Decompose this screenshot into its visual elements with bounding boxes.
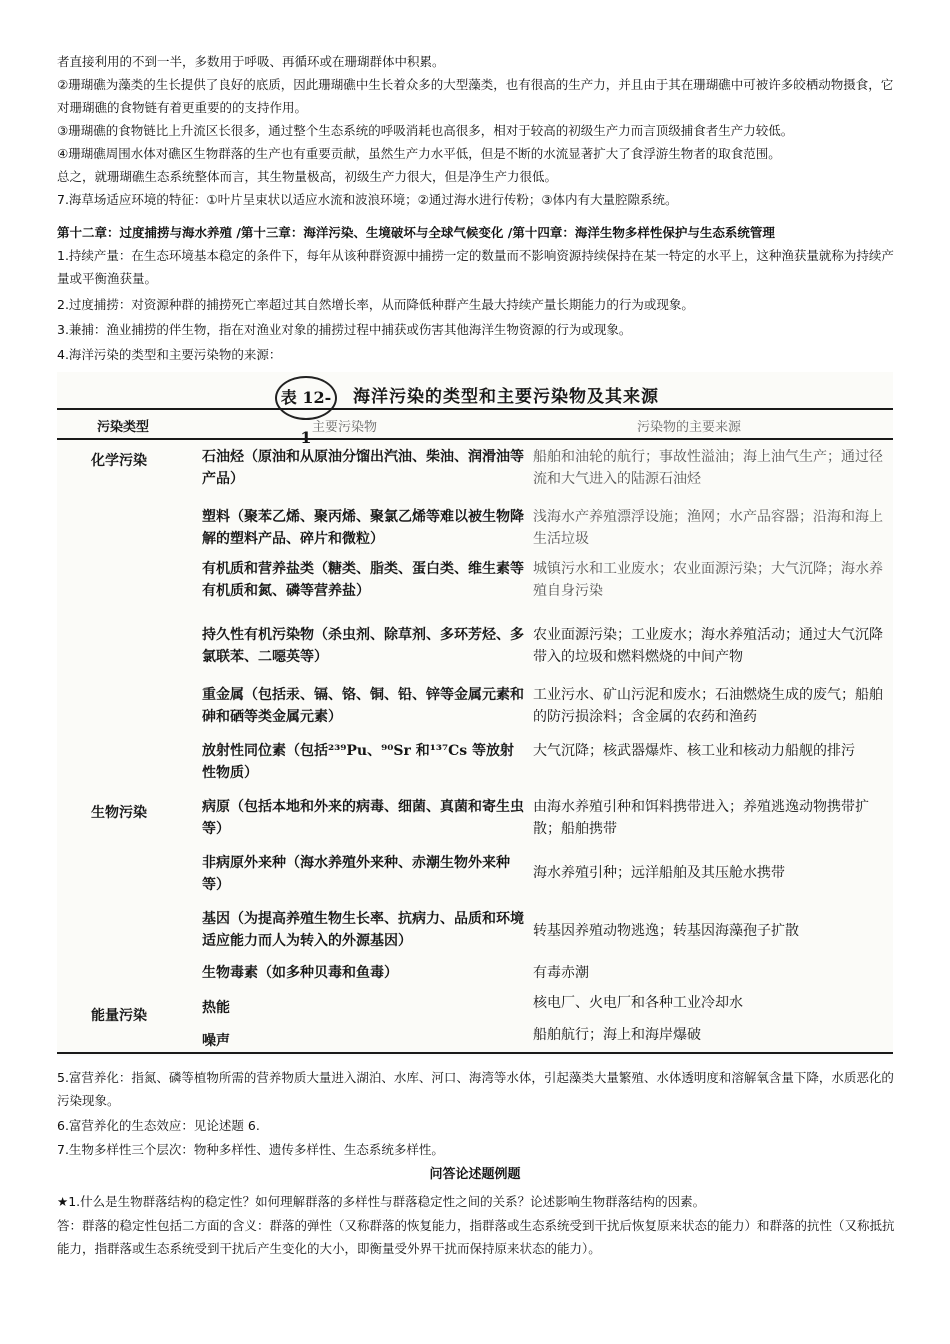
table-row-source: 大气沉降；核武器爆炸、核工业和核动力船舰的排污 <box>533 743 855 759</box>
paragraph: 2.过度捕捞：对资源种群的捕捞死亡率超过其自然增长率，从而降低种群产生最大持续产量长期能力的行为或现象。 <box>57 297 694 312</box>
table-caption: 海洋污染的类型和主要污染物及其来源 <box>353 387 659 407</box>
table-row-pollutant: 热能 <box>202 1000 230 1016</box>
pollution-table-image <box>57 372 893 1056</box>
table-row-pollutant: 放射性同位素（包括²³⁹Pu、⁹⁰Sr 和¹³⁷Cs 等放射性物质） <box>202 743 515 781</box>
table-row-pollutant: 生物毒素（如多种贝毒和鱼毒） <box>202 965 398 981</box>
category-chemical: 化学污染 <box>91 453 147 469</box>
table-bottom-rule <box>57 1052 893 1054</box>
paragraph: 6.富营养化的生态效应：见论述题 6. <box>57 1118 260 1133</box>
paragraph: 5.富营养化：指氮、磷等植物所需的营养物质大量进入湖泊、水库、河口、海湾等水体，引起藻类大量繁殖、水体透明度和溶解氧含量下降，水质恶化的污染现象。 <box>57 1070 894 1108</box>
scan-noise <box>57 432 91 1052</box>
section-title: 问答论述题例题 <box>429 1167 521 1182</box>
table-row-source: 浅海水产养殖漂浮设施；渔网；水产品容器；沿海和海上生活垃圾 <box>533 509 883 547</box>
table-row-pollutant: 持久性有机污染物（杀虫剂、除草剂、多环芳烃、多氯联苯、二噁英等） <box>202 627 524 665</box>
table-top-rule <box>57 408 893 410</box>
table-row-pollutant: 有机质和营养盐类（糖类、脂类、蛋白类、维生素等有机质和氮、磷等营养盐） <box>202 561 524 599</box>
table-row-pollutant: 石油烃（原油和从原油分馏出汽油、柴油、润滑油等产品） <box>202 449 524 487</box>
paragraph: 1.持续产量：在生态环境基本稳定的条件下，每年从该种群资源中捕捞一定的数量而不影响资源持续保持在某一特定的水平上，这种渔获量就称为持续产量或平衡渔获量。 <box>57 248 894 286</box>
table-row-pollutant: 基因（为提高养殖生物生长率、抗病力、品质和环境适应能力而人为转入的外源基因） <box>202 911 524 949</box>
paragraph: ④珊瑚礁周围水体对礁区生物群落的生产也有重要贡献，虽然生产力水平低，但是不断的水流显著扩大了食浮游生物者的取食范围。 <box>57 146 781 161</box>
table-row-pollutant: 重金属（包括汞、镉、铬、铜、铅、锌等金属元素和砷和硒等类金属元素） <box>202 687 524 725</box>
paragraph: 7.生物多样性三个层次：物种多样性、遗传多样性、生态系统多样性。 <box>57 1142 444 1157</box>
table-header-rule <box>57 438 893 440</box>
table-header-type: 污染类型 <box>97 420 150 435</box>
table-row-source: 船舶航行；海上和海岸爆破 <box>533 1027 701 1043</box>
category-biological: 生物污染 <box>91 805 147 821</box>
table-row-pollutant: 非病原外来种（海水养殖外来种、赤潮生物外来种等） <box>202 855 510 893</box>
answer-text: 答：群落的稳定性包括二方面的含义：群落的弹性（又称群落的恢复能力，指群落或生态系统受到干扰后恢复原来状态的能力）和群落的抗性（又称抵抗能力，指群落或生态系统受到干扰后产生变化的大小，即衡量受外界干扰而保持原来状态的能力）。 <box>57 1218 895 1256</box>
table-badge: 表 12- <box>275 376 337 420</box>
paragraph: ②珊瑚礁为藻类的生长提供了良好的底质，因此珊瑚礁中生长着众多的大型藻类，也有很高的生产力，并且由于其在珊瑚礁中可被许多皎栖动物摄食，它对珊瑚礁的食物链有着更重要的的支持作用。 <box>57 77 894 115</box>
chapter-heading: 第十二章：过度捕捞与海水养殖 /第十三章：海洋污染、生境破坏与全球气候变化 /第十四章：海洋生物多样性保护与生态系统管理 <box>57 225 775 240</box>
paragraph: 3.兼捕：渔业捕捞的伴生物，指在对渔业对象的捕捞过程中捕获或伤害其他海洋生物资源的行为或现象。 <box>57 322 632 337</box>
table-row-pollutant: 病原（包括本地和外来的病毒、细菌、真菌和寄生虫等） <box>202 799 524 837</box>
table-row-pollutant: 噪声 <box>202 1033 230 1049</box>
table-row-source: 转基因养殖动物逃逸；转基因海藻孢子扩散 <box>533 923 799 939</box>
table-row-source: 有毒赤潮 <box>533 965 589 981</box>
table-row-source: 城镇污水和工业废水；农业面源污染；大气沉降；海水养殖自身污染 <box>533 561 883 599</box>
paragraph: 4.海洋污染的类型和主要污染物的来源： <box>57 347 282 362</box>
paragraph: 者直接利用的不到一半，多数用于呼吸、再循环或在珊瑚群体中积累。 <box>57 54 445 69</box>
table-row-source: 海水养殖引种；远洋船舶及其压舱水携带 <box>533 865 785 881</box>
table-row-source: 核电厂、火电厂和各种工业冷却水 <box>533 995 743 1011</box>
paragraph: 总之，就珊瑚礁生态系统整体而言，其生物量极高，初级生产力很大，但是净生产力很低。 <box>57 169 558 184</box>
table-row-source: 船舶和油轮的航行；事故性溢油；海上油气生产；通过径流和大气进入的陆源石油烃 <box>533 449 883 487</box>
table-header-source: 污染物的主要来源 <box>637 420 742 435</box>
paragraph: ③珊瑚礁的食物链比上升流区长很多，通过整个生态系统的呼吸消耗也高很多，相对于较高的初级生产力而言顶级捕食者生产力较低。 <box>57 123 794 138</box>
paragraph: 7.海草场适应环境的特征：①叶片呈束状以适应水流和波浪环境；②通过海水进行传粉；③体内有大量腔隙系统。 <box>57 192 678 207</box>
table-row-source: 工业污水、矿山污泥和废水；石油燃烧生成的废气；船舶的防污损涂料；含金属的农药和渔药 <box>533 687 883 725</box>
table-row-pollutant: 塑料（聚苯乙烯、聚丙烯、聚氯乙烯等难以被生物降解的塑料产品、碎片和微粒） <box>202 509 524 547</box>
table-row-source: 由海水养殖引种和饵料携带进入；养殖逃逸动物携带扩散；船舶携带 <box>533 799 869 837</box>
table-header-pollutant: 主要污染物 <box>312 420 378 435</box>
question-text: ★1.什么是生物群落结构的稳定性？如何理解群落的多样性与群落稳定性之间的关系？论述影响生物群落结构的因素。 <box>57 1194 706 1209</box>
table-row-source: 农业面源污染；工业废水；海水养殖活动；通过大气沉降带入的垃圾和燃料燃烧的中间产物 <box>533 627 883 665</box>
category-energy: 能量污染 <box>91 1008 147 1024</box>
